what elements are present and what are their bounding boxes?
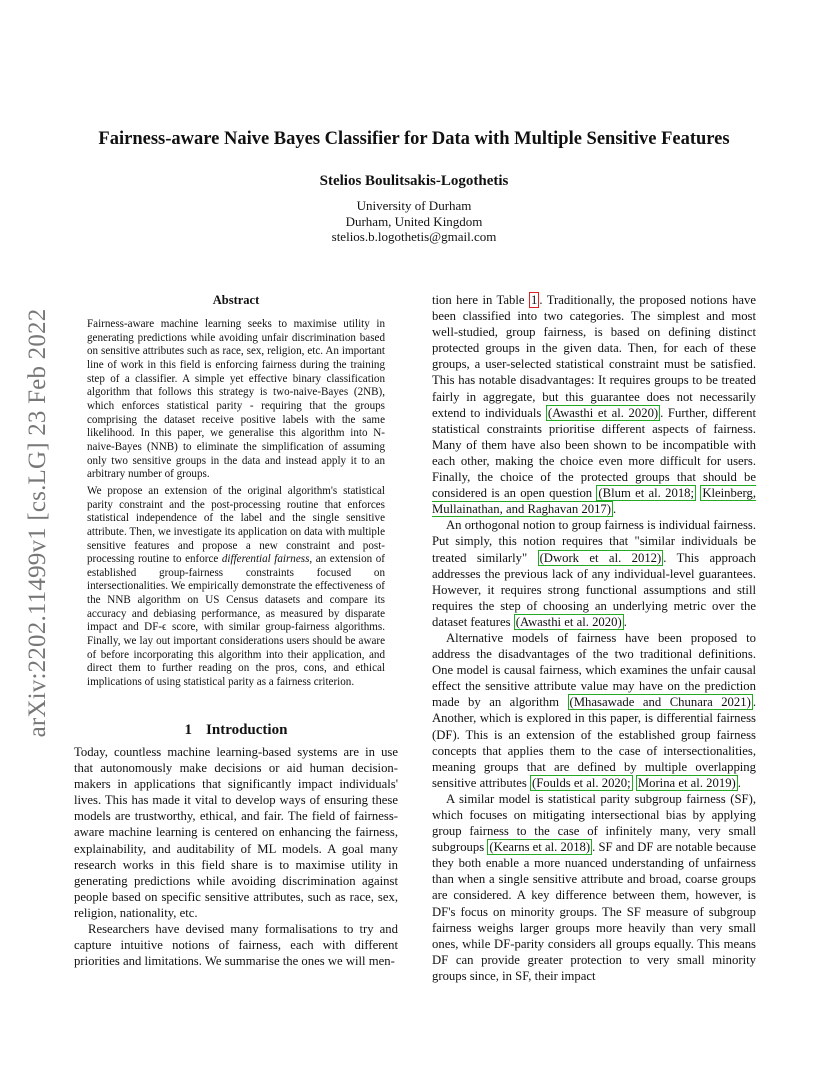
body-text: . Traditionally, the proposed notions have been classified into two categories. The simplest and most well-studied, group fairness, is based on defining distinct protected groups in the given data. Then, for each of these groups, a user-selected statistical constraint must be satisfied. This has notable disadvantages: It requires groups to be treated fairly in aggregate, but this guarantee does not necessarily extend to individuals [432,293,757,420]
body-text: . This approach addresses the previous lack of any individual-level guarantees. However, it requires strong functional assumptions and still requires the step of choosing an underlying metric over the dataset features [432,550,756,629]
right-paragraph-4 [432,791,756,984]
affiliation-email: stelios.b.logothetis@gmail.com [331,229,497,244]
intro-paragraph-2: Researchers have devised many formalisations to try and capture intuitive notions of fairness, each with different priorities and limitations. We summarise the ones we will men- [74,922,398,969]
introduction-body [74,744,398,969]
body-text: tion here in Table [432,293,530,307]
citation-link[interactable]: (Blum et al. 2018; [598,486,695,501]
arxiv-identifier: arXiv:2202.11499v1 [cs.LG] 23 Feb 2022 [24,308,51,738]
affiliation-location: Durham, United Kingdom [345,213,483,229]
citation-link[interactable]: (Awasthi et al. 2020) [515,614,622,629]
abstract-text: We propose an extension of the original algorithm's statistical parity constraint and the post-processing routine that enforces statistical independence of the label and the single sensitive attribute. Then, we investigate its application on data with multiple sensitive features and propose a new constraint and post-processing routine to enforce [87,484,385,566]
arxiv-sidebar-stamp [21,288,55,758]
citation-link[interactable]: (Mhasawade and Chunara 2021) [569,695,751,710]
paper-author: Stelios Boulitsakis-Logothetis [319,173,509,189]
citation-link[interactable]: (Foulds et al. 2020; [531,775,631,790]
paper-title: Fairness-aware Naive Bayes Classifier for Data with Multiple Sensitive Features [98,129,730,149]
abstract-heading: Abstract [212,293,260,307]
abstract-paragraph-2 [87,485,385,690]
citation-link[interactable]: Kleinberg, Mullainathan, and Raghavan 2017) [432,486,756,517]
abstract-paragraph-1: Fairness-aware machine learning seeks to maximise utility in generating predictions while avoiding unfair discrimination based on sensitive attributes such as race, sex, religion, etc. An important line of work in this field is enforcing fairness during the training step of a classifier. A simple yet effective binary classification algorithm that follows this strategy is two-naive-Bayes (2NB), which enforces statistical parity - requiring that the groups comprising the dataset receive positive labels with the same likelihood. In this paper, we generalise this algorithm into N-naive-Bayes (NNB) to eliminate the simplification of assuming only two sensitive groups in the data and instead apply it to an arbitrary number of groups. [87,318,385,481]
abstract-body [87,318,385,693]
citation-link[interactable]: Morina et al. 2019) [637,775,736,790]
abstract-text: , an extension of established group-fairness constraints focused on intersectionalities. We empirically demonstrate the effectiveness of the NNB algorithm on US Census datasets and compare its accuracy and debiasing performance, as measured by disparate impact and DF-ϵ score, with similar group-fairness algorithms. Finally, we lay out important considerations users should be aware of before incorporating this algorithm into their application, and direct them to further reading on the pros, cons, and ethical implications of using statistical parity as a fairness criterion. [87,553,385,689]
right-paragraph-2 [432,517,756,630]
author-affiliation [60,198,768,245]
section-title: Introduction [206,722,288,738]
body-text: . Further, different statistical constraints prioritise different aspects of fairness. Many of them have also been shown to be incompatible with each other, making the choice even more difficult for users. Finally, the choice of the protected groups that should be considered is an open question [432,405,756,501]
affiliation-university: University of Durham [356,198,472,213]
body-text: . [613,502,617,517]
section-number: 1 [184,722,193,738]
abstract-emphasis: differential fairness [221,553,310,566]
body-text: A similar model is statistical parity subgroup fairness (SF), which focuses on mitigating intersectional bias by applying group fairness to the case of infinitely many, very small subgroups [432,791,756,855]
body-text: . Another, which is explored in this paper, is differential fairness (DF). This is an extension of the established group fairness concepts that applies them to the case of intersectionalities, meaning groups that are defined by multiple overlapping sensitive attributes [432,695,756,790]
right-paragraph-3 [432,630,756,791]
citation-link[interactable]: (Kearns et al. 2018) [489,840,591,855]
citation-link[interactable]: (Awasthi et al. 2020) [547,405,659,420]
table-reference-link[interactable]: 1 [531,293,538,307]
body-text: . SF and DF are notable because they both enable a more nuanced understanding of unfairness than when a single sensitive attribute and broad, coarse groups are considered. A key difference between them, however, is DF's focus on minority groups. The SF measure of subgroup fairness weighs larger groups more heavily than very small ones, while DF-parity considers all groups equally. This means DF can provide greater protection to very small minority groups since, in SF, their impact [432,840,756,983]
body-text: . [737,775,741,790]
body-text: . [623,614,627,629]
right-paragraph-1 [432,292,756,517]
body-text: Alternative models of fairness have been proposed to address the disadvantages of the two traditional definitions. One model is causal fairness, which examines the unfair causal effect the sensitive attribute value may have on the prediction made by an algorithm [432,630,756,710]
right-column [432,292,756,984]
intro-paragraph-1: Today, countless machine learning-based systems are in use that autonomously make decisions or aid human decision-makers in applications that significantly impact individuals' lives. This has made it vital to develop ways of ensuring these models are trustworthy, ethical, and fair. The field of fairness-aware machine learning is centered on enhancing the fairness, explainability, and auditability of ML models. A goal many research works in this field share is to maximise utility in generating predictions while avoiding discrimination against people based on specific sensitive attributes, such as race, sex, religion, nationality, etc. [74,745,398,920]
section-heading-introduction [74,722,398,739]
citation-link[interactable]: (Dwork et al. 2012) [539,550,662,565]
body-text: An orthogonal notion to group fairness is individual fairness. Put simply, this notion requires that "similar individuals be treated similarly" [432,518,756,565]
